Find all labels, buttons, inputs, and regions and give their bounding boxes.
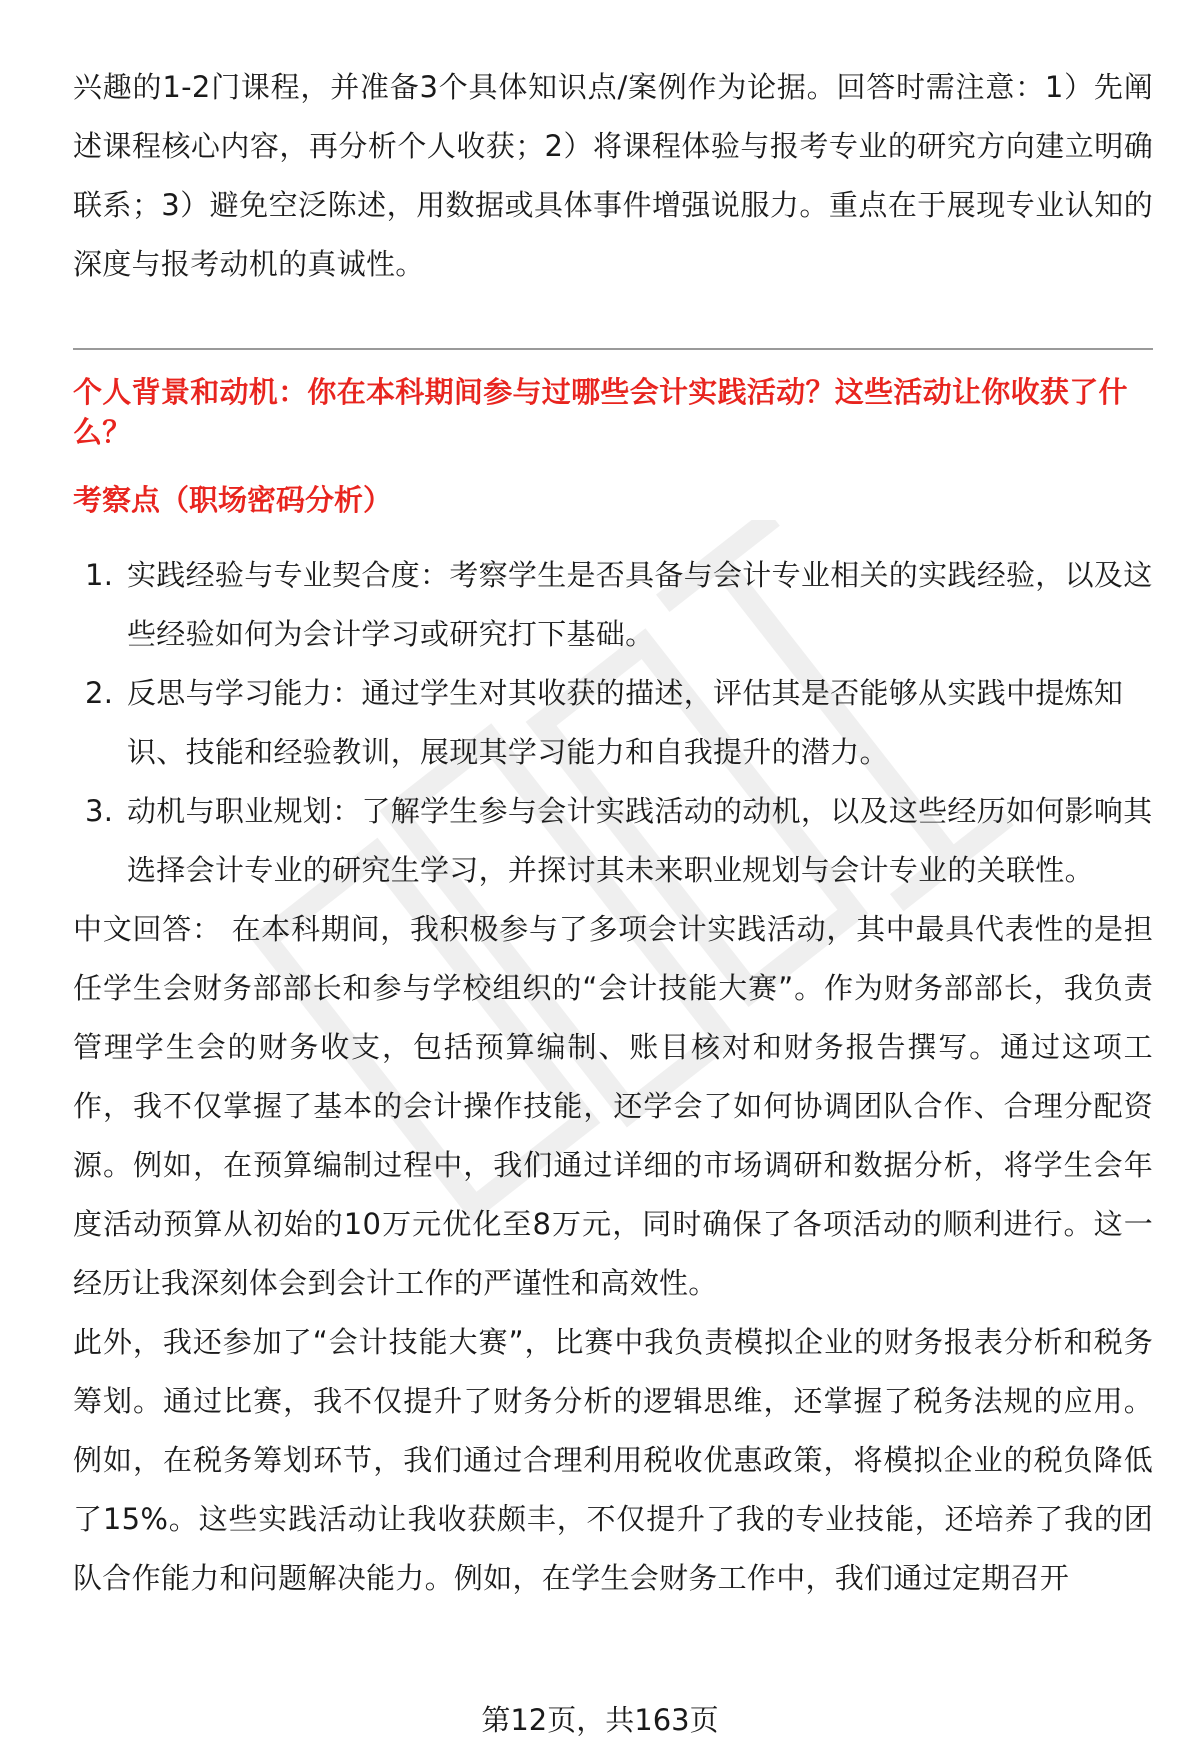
list-item-text: 动机与职业规划：了解学生参与会计实践活动的动机，以及这些经历如何影响其选择会计专业的研究生学习，并探讨其未来职业规划与会计专业的关联性。 xyxy=(127,794,1153,887)
assessment-points-list xyxy=(73,546,1153,900)
page-number: 第12页，共163页 xyxy=(481,1703,719,1737)
main-content xyxy=(73,58,1153,1608)
list-item xyxy=(73,546,1153,664)
list-item-number: 3. xyxy=(85,794,114,828)
list-item-number: 1. xyxy=(85,558,114,592)
question-title: 个人背景和动机：你在本科期间参与过哪些会计实践活动？这些活动让你收获了什么？ xyxy=(73,375,1128,449)
list-item xyxy=(73,782,1153,900)
intro-paragraph: 兴趣的1-2门课程，并准备3个具体知识点/案例作为论据。回答时需注意：1）先阐述课程核心内容，再分析个人收获；2）将课程体验与报考专业的研究方向建立明确联系；3）避免空泛陈述，用数据或具体事件增强说服力。重点在于展现专业认知的深度与报考动机的真诚性。 xyxy=(73,70,1153,281)
list-item-text: 实践经验与专业契合度：考察学生是否具备与会计专业相关的实践经验，以及这些经验如何为会计学习或研究打下基础。 xyxy=(127,558,1153,651)
list-item xyxy=(73,664,1153,782)
answer-paragraph-1: 中文回答： 在本科期间，我积极参与了多项会计实践活动，其中最具代表性的是担任学生会财务部部长和参与学校组织的“会计技能大赛”。作为财务部部长，我负责管理学生会的财务收支，包括预算编制、账目核对和财务报告撰写。通过这项工作，我不仅掌握了基本的会计操作技能，还学会了如何协调团队合作、合理分配资源。例如，在预算编制过程中，我们通过详细的市场调研和数据分析，将学生会年度活动预算从初始的10万元优化至8万元，同时确保了各项活动的顺利进行。这一经历让我深刻体会到会计工作的严谨性和高效性。 xyxy=(73,912,1153,1300)
assessment-points-heading: 考察点（职场密码分析） xyxy=(73,483,393,517)
answer-paragraph-2: 此外，我还参加了“会计技能大赛”，比赛中我负责模拟企业的财务报表分析和税务筹划。通过比赛，我不仅提升了财务分析的逻辑思维，还掌握了税务法规的应用。例如，在税务筹划环节，我们通过合理利用税收优惠政策，将模拟企业的税负降低了15%。这些实践活动让我收获颇丰，不仅提升了我的专业技能，还培养了我的团队合作能力和问题解决能力。例如，在学生会财务工作中，我们通过定期召开 xyxy=(73,1325,1153,1595)
list-item-text: 反思与学习能力：通过学生对其收获的描述，评估其是否能够从实践中提炼知识、技能和经验教训，展现其学习能力和自我提升的潜力。 xyxy=(127,676,1124,769)
list-item-number: 2. xyxy=(85,676,114,710)
section-divider xyxy=(73,348,1153,350)
